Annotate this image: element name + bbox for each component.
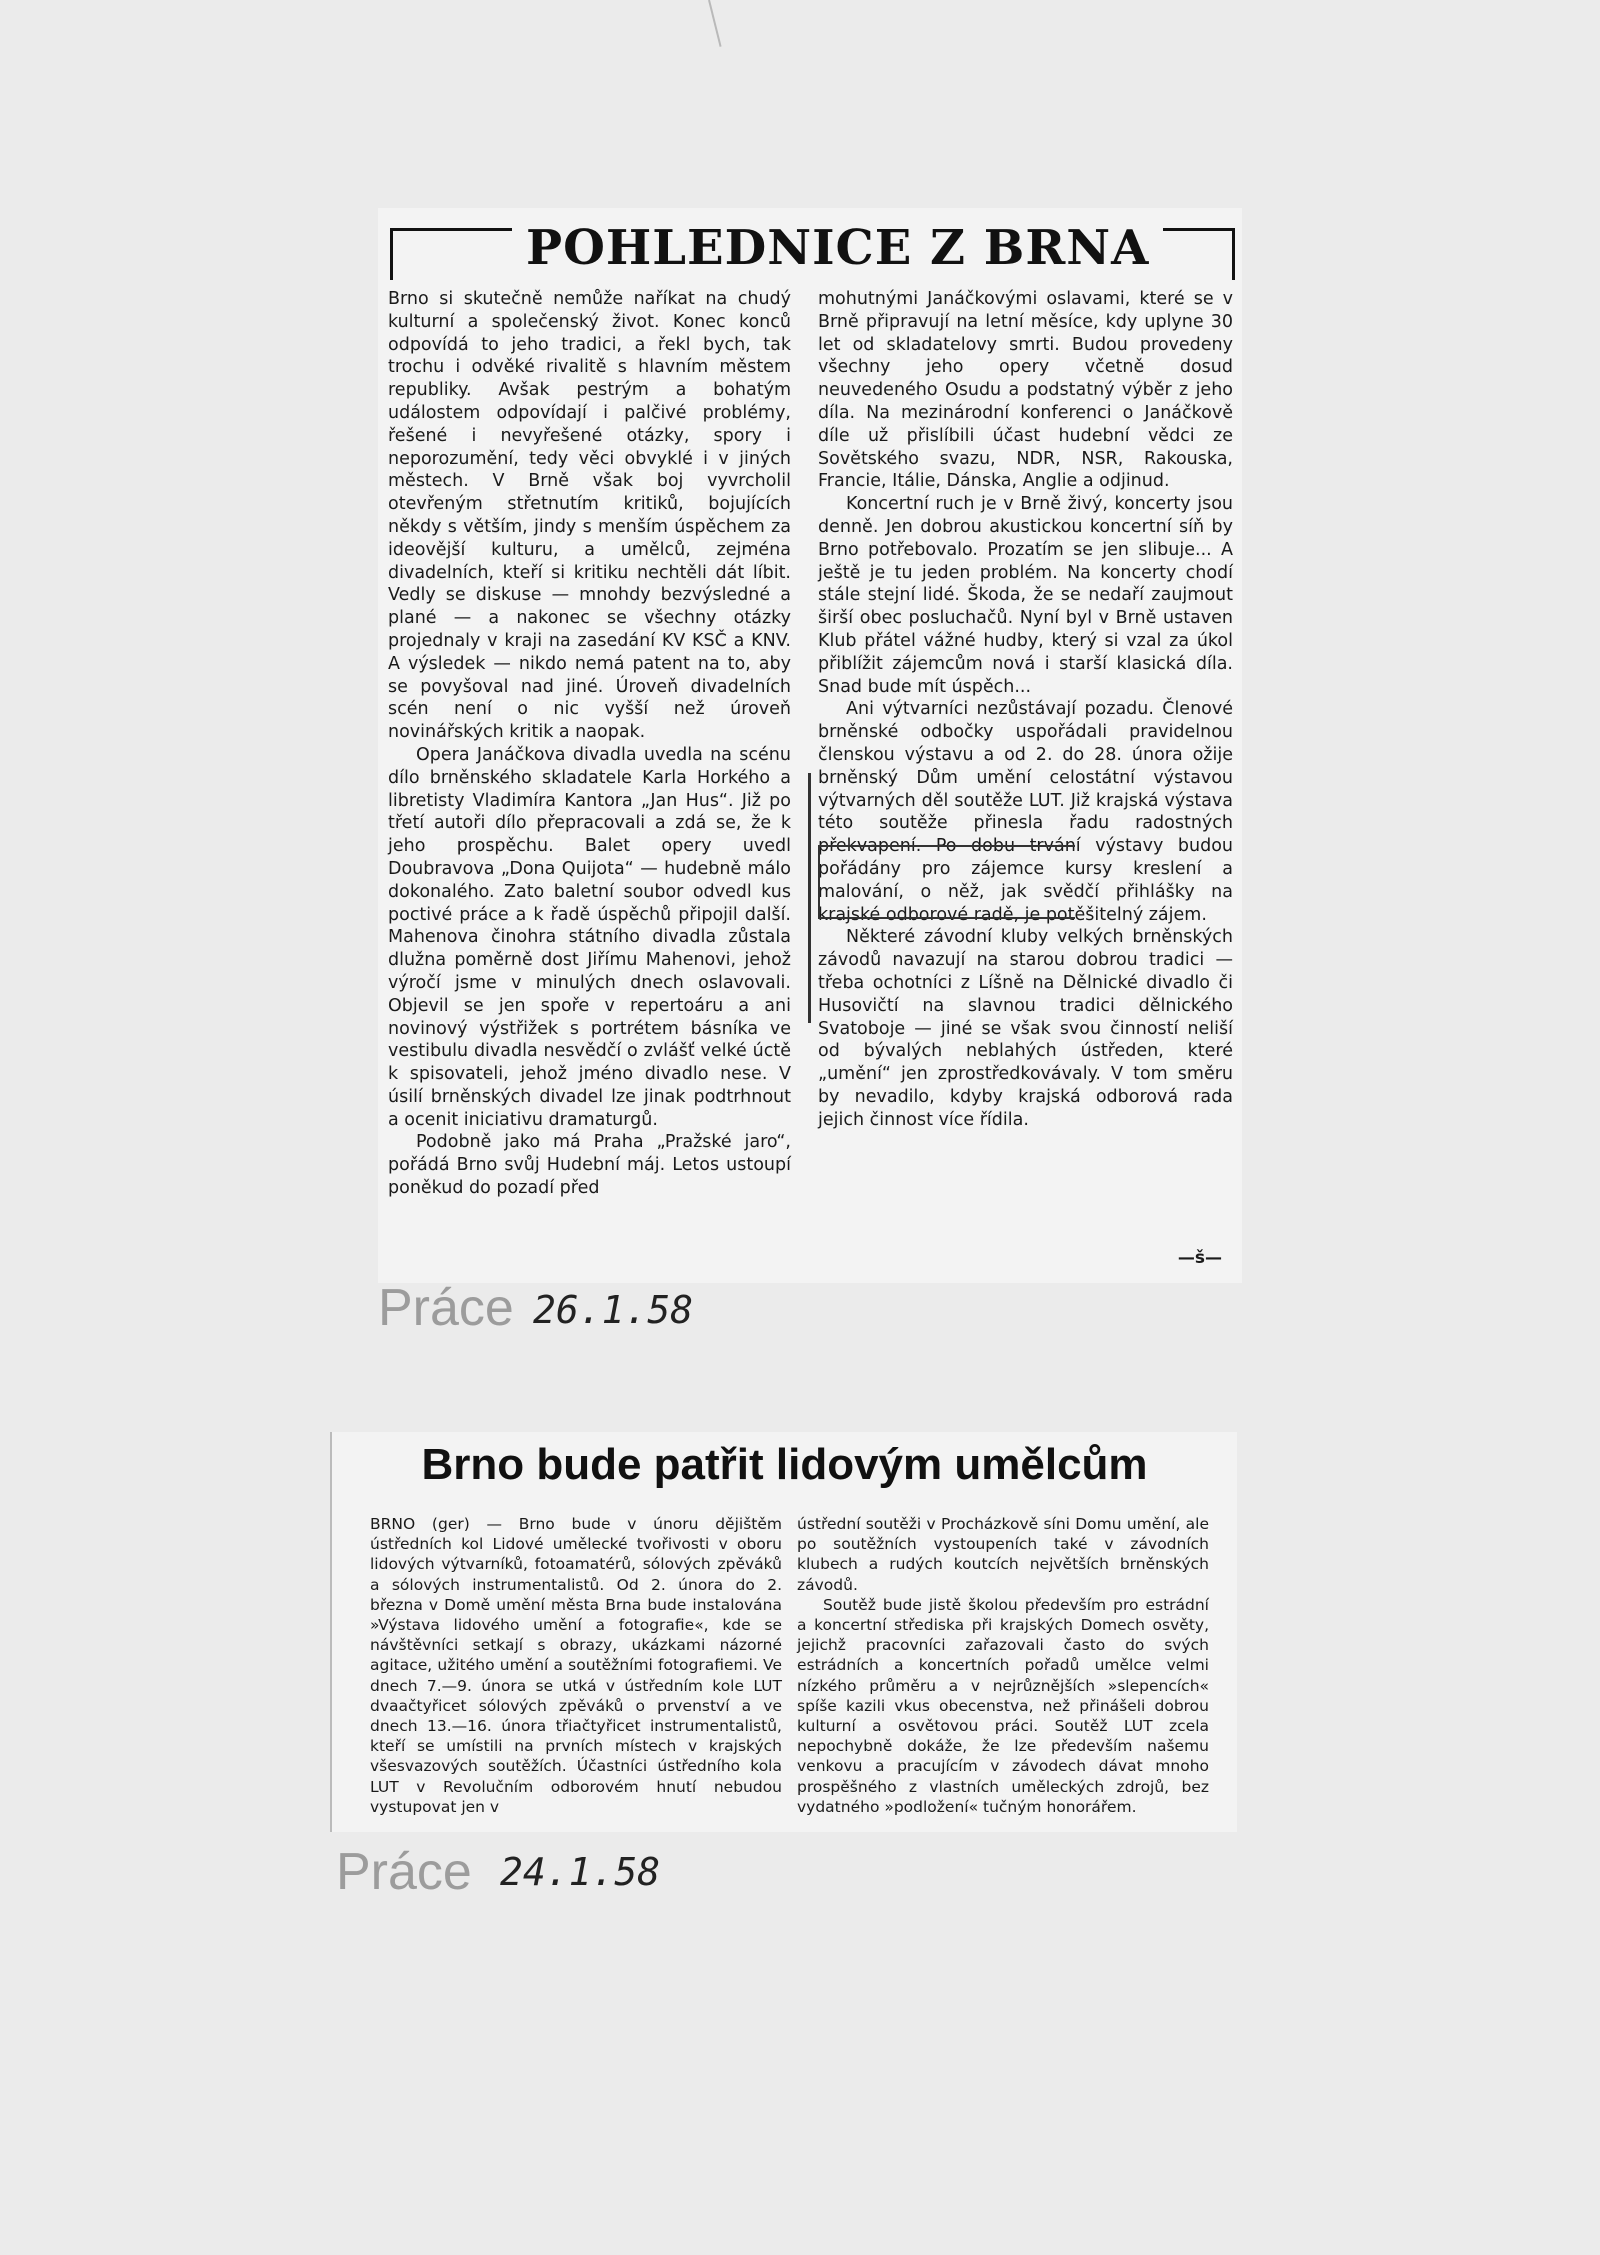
newspaper-stamp: Práce xyxy=(336,1843,472,1901)
clipping-brno-bude-patrit xyxy=(330,1432,1237,1832)
frame-rule-left xyxy=(390,228,393,280)
author-signature: —š— xyxy=(1177,1248,1222,1268)
headline: Brno bude patřit lidovým umělcům xyxy=(421,1440,1148,1489)
article-right-column xyxy=(797,1514,1209,1817)
paragraph: Podobně jako má Praha „Pražské jaro“, pořádá Brno svůj Hudební máj. Letos ustoupí poněkud do pozadí před xyxy=(388,1132,791,1199)
frame-rule-right xyxy=(1232,228,1235,280)
pencil-underline-bracket xyxy=(818,845,1075,919)
article-left-column xyxy=(370,1514,782,1817)
paragraph: BRNO (ger) — Brno bude v únoru dějištěm ústředních kol Lidové umělecké tvořivosti v oboru lidových výtvarníků, fotoamatérů, sólových zpěváků a sólových instrumentalistů. Od 2. února do 2. března v Domě umění města Brna bude instalována »Výstava lidového umění a fotografie«, kde se návštěvníci setkají s obrazy, ukázkami názorné agitace, užitého umění a soutěžními fotografiemi. Ve dnech 7.—9. února se utká v ústředním kole LUT dvaačtyřicet sólových zpěváků o prvenství a ve dnech 13.—16. února třiačtyřicet instrumentalistů, kteří se umístili na prvních místech v krajských všesvazových soutěžích. Účastníci ústředního kola LUT v Revolučním odborovém hnutí nebudou vystupovat jen v xyxy=(370,1515,782,1816)
handwritten-date: 26.1.58 xyxy=(533,1288,694,1332)
paragraph: Ani výtvarníci nezůstávají pozadu. Členové brněnské odbočky uspořádali pravidelnou členskou výstavu a od 2. do 28. února ožije brněnský Dům umění celostátní výstavou výtvarných děl soutěže LUT. Již krajská výstava této soutěže přinesla řadu radostných překvapení. Po dobu trvání výstavy budou pořádány pro zájemce kursy kreslení a malování, o něž, jak svědčí přihlášky na krajské odborové radě, je potěšitelný zájem. xyxy=(818,699,1233,925)
paragraph: mohutnými Janáčkovými oslavami, které se v Brně připravují na letní měsíce, kdy uplyne 30 let od skladatelovy smrti. Budou provedeny všechny jeho opery včetně dosud neuvedeného Osudu a podstatný výběr z jeho díla. Na mezinárodní konferenci o Janáčkově díle už přislíbili účast hudební vědci ze Sovětského svazu, NDR, NSR, Rakouska, Francie, Itálie, Dánska, Anglie a odjinud. xyxy=(818,289,1233,492)
paragraph: ústřední soutěži v Procházkově síni Domu umění, ale po soutěžních vystoupeních také v závodních klubech a rudých koutcích největších brněnských závodů. xyxy=(797,1515,1209,1594)
headline: POHLEDNICE Z BRNA xyxy=(512,218,1163,278)
article-left-column xyxy=(388,288,791,1200)
paragraph: Brno si skutečně nemůže naříkat na chudý kulturní a společenský život. Konec konců odpovídá to jeho tradici, a řekl bych, tak trochu i odvěké rivalitě s hlavním městem republiky. Avšak pestrým a bohatým událostem odpovídají i palčivé problémy, řešené i nevyřešené otázky, spory i neporozumění, tedy věci obvyklé i v jiných městech. V Brně však boj vyvrcholil otevřeným střetnutím kritiků, bojujících někdy s větším, jindy s menším úspěchem za ideovější kulturu, a umělců, zejména divadelních, kteří si kritiku nechtěli dát líbit. Vedly se diskuse — mnohdy bezvýsledné a plané — a nakonec se všechny otázky projednaly v kraji na zasedání KV KSČ a KNV. A výsledek — nikdo nemá patent na to, aby se povyšoval nad jiné. Úroveň divadelních scén není o nic vyšší než úroveň novinářských kritik a naopak. xyxy=(388,289,791,743)
paragraph: Některé závodní kluby velkých brněnských závodů navazují na starou dobrou tradici — třeba ochotníci z Líšně na Dělnické divadlo či Husovičtí na slavnou tradici dělnického Svatoboje — jiné se však svou činností neliší od bývalých neblahých ústředen, které „umění“ jen zprostředkovávaly. V tom směru by nevadilo, kdyby krajská odborová rada jejich činnost více řídila. xyxy=(818,927,1233,1130)
pencil-margin-mark xyxy=(808,773,811,1023)
paragraph: Koncertní ruch je v Brně živý, koncerty jsou denně. Jen dobrou akustickou koncertní síň by Brno potřebovalo. Prozatím se jen slibuje... A ještě je tu jeden problém. Na koncerty chodí stále stejní lidé. Škoda, že se nedaří zaujmout širší obec posluchačů. Nyní byl v Brně ustaven Klub přátel vážné hudby, který si vzal za úkol přiblížit zájemcům nová i starší klasická díla. Snad bude mít úspěch... xyxy=(818,494,1233,697)
clipping-pohlednice-z-brna xyxy=(378,208,1242,1283)
handwritten-date: 24.1.58 xyxy=(500,1850,661,1894)
paragraph: Soutěž bude jistě školou především pro estrádní a koncertní střediska při krajských Domech osvěty, jejichž pracovníci zařazovali často do svých estrádních a koncertních pořadů umělce velmi nízkého průměru a v nejrůznějších »slepencích« spíše kazili vkus obecenstva, než přinášeli dobrou kulturní a osvětovou práci. Soutěž LUT zcela nepochybně dokáže, že lze především našemu venkovu a pracujícím v závodech dávat mnoho prospěšného z vlastních uměleckých zdrojů, bez vydatného »podložení« tučným honorářem. xyxy=(797,1595,1209,1816)
paragraph: Opera Janáčkova divadla uvedla na scénu dílo brněnského skladatele Karla Horkého a libretisty Vladimíra Kantora „Jan Hus“. Již po třetí autoři dílo přepracovali a zdá se, že k jeho prospěchu. Balet opery uvedl Doubravova „Dona Quijota“ — hudebně málo dokonalého. Zato baletní soubor odvedl kus poctivé práce a k řadě úspěchů připojil další. Mahenova činohra státního divadla zůstala dlužna poměrně dost Jiřímu Mahenovi, jehož výročí jsme v minulých dnech oslavovali. Objevil se jen spoře v repertoáru a ani novinový výstřižek s portrétem básníka ve vestibulu divadla nesvědčí o zvlášť velké úctě k spisovateli, jehož jméno divadlo nese. V úsilí brněnských divadel lze jinak podtrhnout a ocenit iniciativu dramaturgů. xyxy=(388,744,791,1130)
newspaper-stamp: Práce xyxy=(378,1279,514,1337)
paper-fold-mark xyxy=(708,0,722,47)
article-right-column xyxy=(818,288,1233,1131)
headline-frame xyxy=(390,218,1235,280)
